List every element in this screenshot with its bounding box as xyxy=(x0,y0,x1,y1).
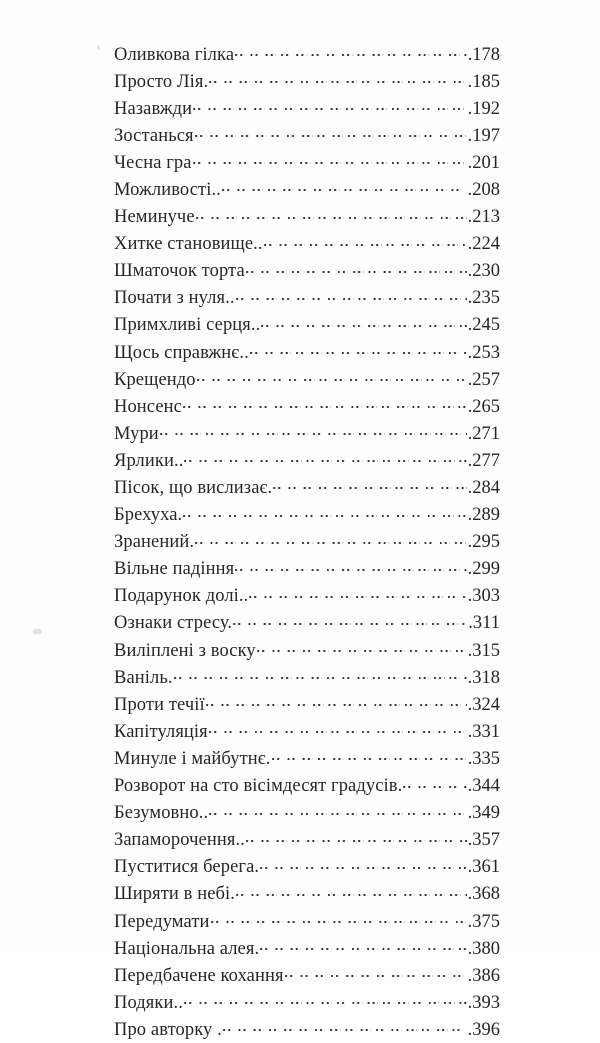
toc-entry[interactable] xyxy=(114,447,500,474)
toc-dot-leader xyxy=(184,447,466,466)
toc-dot-leader xyxy=(174,664,467,683)
toc-entry-page-number: . 257 xyxy=(468,367,500,394)
toc-entry[interactable] xyxy=(114,41,500,68)
toc-dot-leader xyxy=(403,773,466,792)
toc-entry-page-number: . 344 xyxy=(468,773,500,800)
toc-entry-page-number: . 230 xyxy=(468,258,500,285)
toc-entry-title: Мури xyxy=(114,423,159,444)
toc-entry-page-number: . 368 xyxy=(468,881,500,908)
toc-entry-page-number: . 178 xyxy=(468,42,500,69)
toc-entry-title: Можливості.. xyxy=(114,179,221,200)
toc-entry[interactable] xyxy=(114,312,500,339)
toc-entry-page-number: . 265 xyxy=(468,394,500,421)
toc-entry-page-number: . 284 xyxy=(468,475,500,502)
toc-entry[interactable] xyxy=(114,204,500,231)
toc-entry-title: Крещендо xyxy=(114,369,196,390)
toc-entry[interactable] xyxy=(114,854,500,881)
toc-entry-title: Просто Лія. xyxy=(114,71,209,92)
toc-entry-page-number: . 386 xyxy=(468,963,500,990)
toc-entry-title: Виліплені з воску xyxy=(114,640,256,661)
toc-entry[interactable] xyxy=(114,366,500,393)
toc-entry-page-number: . 253 xyxy=(468,340,500,367)
toc-entry-title: Примхливі серця.. xyxy=(114,315,261,336)
toc-entry-title: Пісок, що вислизає. xyxy=(114,478,273,498)
toc-entry[interactable] xyxy=(114,502,500,529)
toc-entry-page-number: . 235 xyxy=(468,285,500,312)
toc-dot-leader xyxy=(193,149,467,168)
toc-entry-title: Проти течії xyxy=(114,694,205,715)
toc-entry-title: Брехуха. xyxy=(114,505,183,526)
toc-entry-title: Передбачене кохання xyxy=(114,965,284,986)
toc-dot-leader xyxy=(223,1016,467,1035)
toc-entry-title: Шматочок торта xyxy=(114,261,245,282)
toc-dot-leader xyxy=(183,502,466,521)
toc-dot-leader xyxy=(236,881,467,900)
toc-entry[interactable] xyxy=(114,95,500,122)
toc-entry-page-number: . 331 xyxy=(468,719,500,746)
toc-entry-title: Зранений. xyxy=(114,532,195,553)
toc-dot-leader xyxy=(184,989,467,1008)
toc-entry-page-number: . 318 xyxy=(468,665,500,692)
toc-entry-title: Вільне падіння xyxy=(114,559,235,580)
toc-entry[interactable] xyxy=(114,231,500,258)
toc-entry-page-number: . 208 xyxy=(468,177,500,204)
toc-dot-leader xyxy=(250,339,467,358)
toc-dot-leader xyxy=(235,41,466,60)
toc-entry-title: Ярлики.. xyxy=(114,450,184,471)
toc-entry-title: Капітуляція xyxy=(114,721,208,742)
toc-entry-title: Чесна гра xyxy=(114,152,192,173)
toc-dot-leader xyxy=(233,610,467,629)
toc-entry-page-number: . 245 xyxy=(468,312,500,339)
toc-entry[interactable] xyxy=(114,393,500,420)
toc-entry-page-number: . 185 xyxy=(468,69,500,96)
toc-entry-title: Розворот на сто вісімдесят градусів. xyxy=(114,776,403,797)
toc-dot-leader xyxy=(193,95,466,114)
toc-entry-title: Неминуче xyxy=(114,207,195,228)
toc-entry[interactable] xyxy=(114,339,500,366)
toc-entry-title: Передумати xyxy=(114,911,210,932)
toc-dot-leader xyxy=(209,800,466,819)
toc-entry-page-number: . 315 xyxy=(468,638,500,665)
toc-dot-leader xyxy=(260,935,466,954)
toc-dot-leader xyxy=(235,556,466,575)
toc-entry[interactable] xyxy=(114,637,500,664)
toc-dot-leader xyxy=(209,68,466,87)
toc-entry[interactable] xyxy=(114,149,500,176)
toc-entry[interactable] xyxy=(114,420,500,447)
toc-entry-title: Назавжди xyxy=(114,98,193,119)
toc-entry-page-number: . 396 xyxy=(468,1017,500,1043)
toc-entry-title: Зостанься xyxy=(114,125,194,146)
toc-entry-page-number: . 289 xyxy=(468,502,500,529)
toc-entry-title: Ваніль. xyxy=(114,667,173,688)
toc-dot-leader xyxy=(246,258,467,277)
toc-entry-title: Запаморочення.. xyxy=(114,830,245,851)
toc-entry[interactable] xyxy=(114,745,500,772)
toc-entry[interactable] xyxy=(114,285,500,312)
toc-entry[interactable] xyxy=(114,935,500,962)
toc-entry-title: Хитке становище.. xyxy=(114,234,263,255)
toc-dot-leader xyxy=(264,231,467,250)
toc-entry-title: Щось справжнє.. xyxy=(114,342,249,363)
toc-entry-page-number: . 357 xyxy=(468,827,500,854)
toc-entry[interactable] xyxy=(114,122,500,149)
toc-entry-page-number: . 299 xyxy=(468,556,500,583)
toc-entry-page-number: . 224 xyxy=(468,231,500,258)
toc-entry-page-number: . 303 xyxy=(468,583,500,610)
toc-entry[interactable] xyxy=(114,664,500,691)
toc-dot-leader xyxy=(206,691,467,710)
toc-entry-page-number: . 361 xyxy=(468,854,500,881)
toc-entry[interactable] xyxy=(114,989,500,1016)
toc-dot-leader xyxy=(183,393,467,412)
toc-entry-page-number: . 192 xyxy=(468,96,500,123)
toc-entry[interactable] xyxy=(114,68,500,95)
toc-dot-leader xyxy=(195,529,467,548)
toc-entry[interactable] xyxy=(114,827,500,854)
toc-entry-title: Ширяти в небі. xyxy=(114,884,235,905)
toc-entry-page-number: . 271 xyxy=(468,421,500,448)
toc-entry-page-number: . 277 xyxy=(468,448,500,475)
toc-entry[interactable] xyxy=(114,176,500,203)
toc-dot-leader xyxy=(211,908,467,927)
toc-dot-leader xyxy=(222,176,467,195)
toc-entry-title: Нонсенс xyxy=(114,396,182,417)
toc-entry-page-number: . 311 xyxy=(468,610,500,637)
toc-dot-leader xyxy=(257,637,467,656)
toc-dot-leader xyxy=(285,962,467,981)
toc-dot-leader xyxy=(196,204,467,223)
toc-entry-title: Безумовно.. xyxy=(114,803,209,824)
toc-entry[interactable] xyxy=(114,475,500,502)
toc-dot-leader xyxy=(261,312,466,331)
toc-entry-title: Минуле і майбутнє. xyxy=(114,748,271,769)
toc-entry-page-number: . 197 xyxy=(468,123,500,150)
toc-dot-leader xyxy=(246,827,467,846)
toc-entry[interactable] xyxy=(114,610,500,637)
toc-dot-leader xyxy=(249,583,466,602)
toc-entry[interactable] xyxy=(114,556,500,583)
toc-entry-page-number: . 295 xyxy=(468,529,500,556)
toc-entry-page-number: . 335 xyxy=(468,746,500,773)
scan-speck-left xyxy=(33,629,42,634)
toc-dot-leader xyxy=(209,718,467,737)
toc-entry-title: Подяки.. xyxy=(114,992,183,1013)
toc-dot-leader xyxy=(272,745,467,764)
toc-entry[interactable] xyxy=(114,881,500,908)
toc-entry-title: Ознаки стресу. xyxy=(114,613,233,634)
toc-entry[interactable] xyxy=(114,718,500,745)
toc-entry-title: Оливкова гілка xyxy=(114,44,235,65)
toc-dot-leader xyxy=(197,366,467,385)
toc-entry-title: Про авторку . xyxy=(114,1019,222,1040)
scan-speck-top xyxy=(97,45,100,50)
toc-entry[interactable] xyxy=(114,773,500,800)
table-of-contents xyxy=(114,41,500,1043)
toc-entry-page-number: . 201 xyxy=(468,150,500,177)
toc-entry-title: Пуститися берега. xyxy=(114,857,260,878)
toc-entry[interactable] xyxy=(114,529,500,556)
toc-entry-title: Подарунок долі.. xyxy=(114,586,249,607)
toc-entry-page-number: . 324 xyxy=(468,692,500,719)
toc-dot-leader xyxy=(260,854,467,873)
toc-entry-page-number: . 380 xyxy=(468,936,500,963)
toc-entry[interactable] xyxy=(114,691,500,718)
toc-entry-page-number: . 349 xyxy=(468,800,500,827)
toc-entry[interactable] xyxy=(114,1016,500,1043)
toc-entry[interactable] xyxy=(114,908,500,935)
toc-dot-leader xyxy=(195,122,467,141)
toc-entry[interactable] xyxy=(114,800,500,827)
toc-entry-page-number: . 375 xyxy=(468,909,500,936)
toc-entry-title: Національна алея. xyxy=(114,938,260,959)
toc-dot-leader xyxy=(273,475,466,494)
toc-entry-title: Почати з нуля.. xyxy=(114,288,235,309)
toc-entry[interactable] xyxy=(114,258,500,285)
toc-dot-leader xyxy=(236,285,467,304)
toc-entry[interactable] xyxy=(114,962,500,989)
toc-entry-page-number: . 393 xyxy=(468,990,500,1017)
toc-entry-page-number: . 213 xyxy=(468,204,500,231)
toc-entry[interactable] xyxy=(114,583,500,610)
toc-dot-leader xyxy=(160,420,467,439)
